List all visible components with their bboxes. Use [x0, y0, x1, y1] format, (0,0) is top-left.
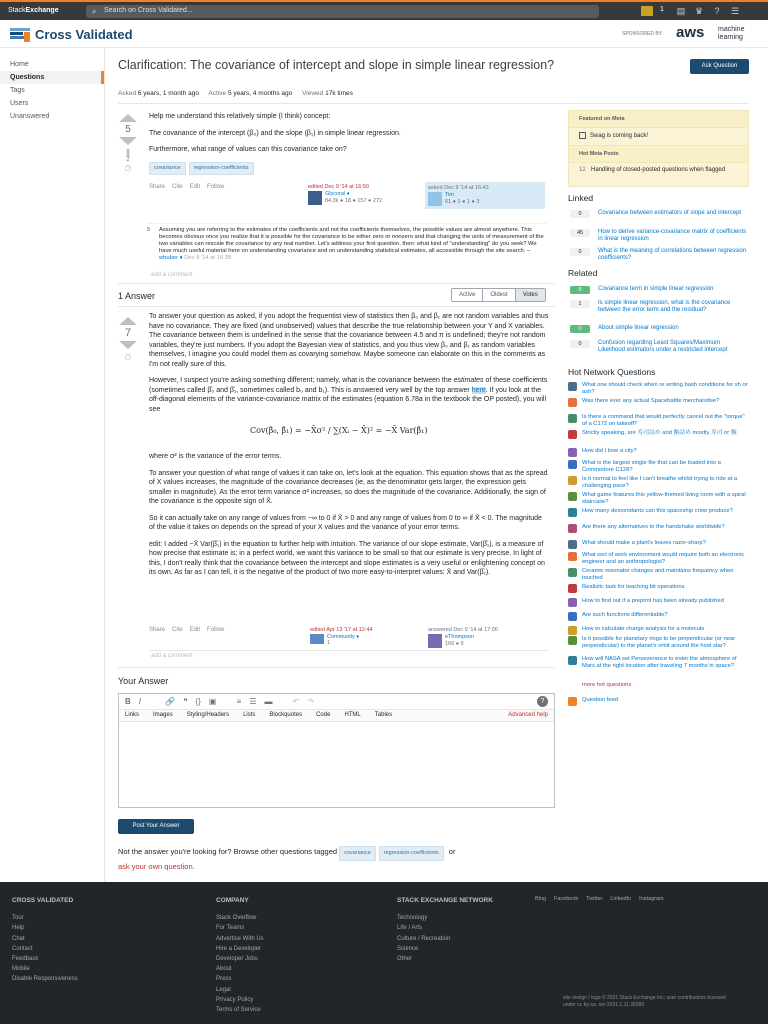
answer-textarea[interactable]	[119, 722, 554, 806]
meta-item-text: Swag is coming back!	[590, 133, 649, 140]
ask-question-button[interactable]: Ask Question	[690, 59, 749, 74]
hnq-link[interactable]: How to calculate charge analysis for a molecule	[582, 626, 705, 632]
viewed-label: Viewed	[302, 90, 324, 97]
comment-text-wrap: Assuming you are referring to the estimates of the coefficients and not the coefficients themselves, the possible values are almost anywhere. This becomes obvious once you realize that it is possible for the covariance to be either zero or nonzero and that changing the units of measurement of the two variables can rescale the covariance by any real number. Let's address your first question, then: what kind of "understanding" do you seek? We have much useful material here on understanding covariance and on understanding statistical estimates, all accessible through the site search. – whuber ♦ Dec 9 '14 at 16:38	[159, 227, 544, 261]
bullet-list-icon[interactable]: ☰	[249, 697, 257, 706]
site-switcher-icon[interactable]: ☰	[730, 6, 740, 16]
footer-link[interactable]: Advertise With Us	[216, 935, 264, 942]
tag-covariance[interactable]: covariance	[339, 846, 376, 861]
downvote-icon[interactable]	[119, 341, 137, 349]
nav-users[interactable]: Users	[10, 100, 29, 107]
or-text: or	[448, 847, 456, 856]
site-icon	[568, 398, 577, 407]
featured-meta-heading: Featured on Meta	[569, 111, 748, 128]
aws-sub-line1: machine	[718, 26, 745, 33]
footer-link[interactable]: Disable Responsiveness	[12, 976, 78, 983]
nav-unanswered[interactable]: Unanswered	[10, 113, 50, 120]
answer-editor-name[interactable]: Community ♦	[327, 634, 360, 640]
site-icon	[568, 476, 577, 485]
linkedin-link[interactable]: LinkedIn	[610, 896, 632, 902]
aws-sub-line2: learning	[718, 34, 743, 41]
footer-link[interactable]: For Teams	[216, 925, 245, 932]
twitter-link[interactable]: Twitter	[586, 896, 603, 902]
question-editor-sig	[308, 184, 420, 205]
answer-editor-sig	[310, 627, 420, 647]
answer-vote-count: 7	[124, 327, 132, 339]
link-icon[interactable]: 🔗	[165, 697, 176, 706]
related-link[interactable]: Is simple linear regression, what is the covariance between the error term and the residual?	[598, 300, 731, 313]
hnq-link[interactable]: Is it possible for planetary rings to be perpendicular (or near perpendicular) to the planet's orbit around the host star?	[582, 636, 736, 649]
linked-link[interactable]: Covariance between estimators of slope and intercept	[598, 210, 742, 216]
blog-link[interactable]: Blog	[535, 896, 547, 902]
edit-link[interactable]: Edit	[189, 627, 201, 633]
question-p2: The covariance of the intercept (β₀) and the slope (β₁) in simple linear regression.	[149, 129, 401, 137]
answer-p2	[149, 376, 549, 414]
answer-author-rep: 166 ● 9	[445, 641, 464, 647]
question-feed-link[interactable]: Question feed	[582, 697, 619, 703]
answer-p2-c: . If you look at the off-diagonal elements of the variance-covariance matrix of the estimates (equation 6.78a in the textbook the OP posted), you will see	[149, 386, 547, 413]
format-help-bar	[119, 710, 554, 722]
linked-count[interactable]: 45	[570, 229, 590, 237]
divider	[149, 650, 549, 651]
editor-action[interactable]: edited Dec 9 '14 at 16:50	[308, 184, 369, 190]
hnq-link[interactable]: Is it normal to feel like I can't breathe whilst trying to ride at a challenging pace?	[582, 476, 738, 489]
answer-author-action: answered Dec 9 '14 at 17:00	[428, 627, 498, 633]
downvote-icon[interactable]	[119, 137, 137, 145]
add-comment-link[interactable]: add a comment	[151, 653, 193, 659]
footer-link[interactable]: Technology	[397, 915, 428, 922]
more-hot-questions-link[interactable]: more hot questions	[582, 682, 632, 688]
site-icon	[568, 598, 577, 607]
footer-heading[interactable]: STACK EXCHANGE NETWORK	[397, 897, 493, 904]
viewed-value: 17k times	[325, 90, 353, 97]
footer-link[interactable]: Mobile	[12, 966, 30, 973]
divider	[118, 667, 555, 668]
sort-votes[interactable]: Votes	[516, 289, 545, 301]
hnq-link[interactable]: How to find out if a preprint has been already published	[582, 598, 724, 604]
fmt-html[interactable]: HTML	[344, 712, 361, 718]
linked-count[interactable]: 0	[570, 210, 590, 218]
related-count[interactable]: 0	[570, 340, 590, 348]
copyright-line1: site design / logo © 2021 Stack Exchange Inc; user contributions licensed	[563, 995, 726, 1001]
footer-link[interactable]: Privacy Policy	[216, 996, 254, 1003]
meta-item[interactable]	[569, 128, 748, 143]
site-icon	[568, 492, 577, 501]
related-link[interactable]: Confusion regarding Least Squares/Maximum Likelihood estimators under a restricted intercept	[598, 340, 728, 353]
featured-meta-box	[568, 110, 749, 187]
related-link[interactable]: About simple linear regression	[598, 325, 679, 331]
answer-body	[149, 312, 549, 421]
fmt-blockquotes[interactable]: Blockquotes	[269, 712, 303, 718]
footer-link[interactable]: Science	[397, 945, 419, 952]
linked-link[interactable]: What is the meaning of correlations between regression coefficients?	[598, 248, 747, 261]
quote-icon[interactable]: ❝	[183, 697, 188, 706]
related-link[interactable]: Covariance term in simple linear regression	[598, 286, 714, 292]
upvote-icon[interactable]	[119, 317, 137, 325]
answer-p5: So it can actually take on any range of values from −∞ to 0 if X̄ > 0 and any range of values from 0 to ∞ if X̄ < 0. The magnitude of the value it takes on depends on the spread of your X values and the variance of your error terms.	[149, 514, 542, 531]
cite-link[interactable]: Cite	[172, 184, 183, 190]
hnq-link[interactable]: Was there ever any actual Spacebattle merchandise?	[582, 398, 720, 404]
answer-p3: where σ² is the variance of the error terms.	[149, 453, 282, 460]
fmt-styling[interactable]: Styling/Headers	[186, 712, 230, 718]
hnq-link[interactable]: What game features this yellow-themed living room with a spiral staircase?	[582, 492, 746, 505]
footer-link[interactable]: Contact	[12, 945, 33, 952]
question-owner-sig	[425, 182, 545, 209]
redo-icon[interactable]: ↷	[307, 697, 315, 706]
tag-covariance[interactable]: covariance	[149, 162, 186, 176]
linked-count[interactable]: 0	[570, 248, 590, 256]
site-footer	[0, 882, 768, 1024]
sponsored-label: SPONSORED BY	[622, 31, 663, 37]
hnq-link[interactable]: Ceramic resonator changes and maintains frequency when touched	[582, 568, 734, 581]
fmt-lists[interactable]: Lists	[243, 712, 256, 718]
question-comment	[147, 223, 547, 262]
hnq-heading: Hot Network Questions	[568, 367, 656, 377]
owner-name[interactable]: Tim	[445, 192, 454, 198]
answer-post-menu	[149, 627, 231, 633]
linked-heading: Linked	[568, 193, 594, 203]
image-icon[interactable]: ▣	[208, 697, 217, 706]
search-input[interactable]	[86, 5, 599, 18]
code-icon[interactable]: {}	[195, 697, 201, 706]
footer-link[interactable]: Help	[12, 925, 25, 932]
aws-logo[interactable]: aws	[676, 24, 705, 41]
related-count[interactable]: 0	[570, 325, 590, 333]
trophy-icon[interactable]: ♛	[694, 6, 704, 16]
site-icon	[568, 540, 577, 549]
hnq-link[interactable]: Are such functions differentiable?	[582, 612, 668, 618]
question-p3: Furthermore, what range of values can this covariance take on?	[149, 146, 347, 153]
answers-count: 1 Answer	[118, 291, 156, 301]
reputation-count[interactable]: 1	[660, 6, 664, 13]
hot-meta-title: Handling of closed-posted questions when flagged	[591, 167, 726, 174]
related-heading: Related	[568, 268, 598, 278]
history-icon[interactable]: ◷	[124, 352, 132, 361]
answer-editor	[118, 693, 555, 808]
avatar[interactable]	[308, 191, 322, 205]
question-p1: Help me understand this relatively simple (I think) concept:	[149, 113, 331, 120]
site-icon	[568, 508, 577, 517]
question-title[interactable]: Clarification: The covariance of intercept and slope in simple linear regression?	[118, 58, 555, 72]
footer-col-site	[12, 896, 78, 985]
achievements-icon[interactable]	[641, 6, 653, 16]
avatar[interactable]	[428, 192, 442, 206]
hnq-link[interactable]: Are there any alternatives to the handshake worldwide?	[582, 524, 725, 530]
hot-meta-item[interactable]	[569, 163, 748, 177]
answer-editor-rep: 1	[327, 640, 331, 646]
follow-link[interactable]: Follow	[207, 184, 225, 190]
question-vote-count: 5	[125, 124, 131, 135]
footer-link[interactable]: Developer Jobs	[216, 956, 258, 963]
nav-questions[interactable]: Questions	[0, 71, 104, 84]
nav-divider	[104, 48, 105, 882]
cite-link[interactable]: Cite	[172, 627, 183, 633]
site-icon	[568, 552, 577, 561]
answer-vote-cell	[117, 317, 139, 361]
hnq-link[interactable]: Realistic task for teaching bit operations	[582, 584, 685, 590]
bookmark-count: 2	[126, 157, 130, 163]
fmt-code[interactable]: Code	[316, 712, 331, 718]
your-answer-heading: Your Answer	[118, 676, 169, 686]
editor-rep: 84.3k ● 18 ● 157 ● 272	[325, 198, 383, 204]
answer-author-sig	[428, 627, 548, 648]
footer-link[interactable]: Hire a Developer	[216, 945, 262, 952]
site-icon	[568, 626, 577, 635]
site-icon	[568, 448, 577, 457]
owner-action: asked Dec 9 '14 at 16:43	[428, 185, 489, 191]
answer-p4: To answer your question of what range of values it can take on, let's look at the equation. This equation shows that as the spread of X values increases, the magnitude of the covariance decreases (ie, as the denominator gets larger, the expression gets smaller in magnitude). As the error term variance σ² increases, so does the magnitude of the covariance. Additionally, the sign of the covariance is the opposite sign of X̄.	[149, 469, 548, 505]
owner-rep: 61 ● 1 ● 1 ● 3	[445, 199, 480, 205]
not-answer-text: Not the answer you're looking for? Browse other questions tagged	[118, 847, 338, 856]
numbered-list-icon[interactable]: ≡	[236, 697, 242, 706]
facebook-link[interactable]: Facebook	[554, 896, 579, 902]
brand-bold: Stack	[8, 7, 26, 14]
hnq-link[interactable]: What should make a plant's leaves razor-sharp?	[582, 540, 706, 546]
footer-link[interactable]: Other	[397, 956, 413, 963]
advanced-help-link[interactable]: Advanced help	[508, 712, 548, 718]
divider	[118, 283, 555, 284]
post-answer-button[interactable]: Post Your Answer	[118, 819, 194, 834]
answer-author-name[interactable]: eThompson	[445, 634, 475, 640]
asked-label: Asked	[118, 90, 137, 97]
answer-p1: To answer your question as asked, if you adopt the frequentist view of statistics then β₀ and β₁ are not random variables and thus have no covariance. They are fixed (and unobserved) values that describe the true relationship between your Y and X variables. The covariance between them is undefined in the sense that the covariance between 4.5 and π is undefined; they're not random variables, they're just numbers. If you adopt the Bayesian view of statistics, and you thus view β₀ and β₁ as random variables themselves, I imagine you could model them as covarying somehow. Maybe someone can elaborate on this in the comments as I'm not really sure of this.	[149, 313, 549, 368]
site-icon	[568, 382, 577, 391]
footer-link[interactable]: Terms of Service	[216, 1007, 261, 1014]
hot-meta-count: 12	[579, 167, 586, 174]
edit-link[interactable]: Edit	[189, 184, 201, 190]
share-link[interactable]: Share	[149, 184, 166, 190]
hnq-link[interactable]: How many descendants can this spaceship crew produce?	[582, 508, 733, 514]
comment-text: Assuming you are referring to the estimates of the coefficients and not the coefficients themselves, the possible values are almost anywhere. This becomes obvious once you realize that it is possible for the covariance to be either zero or nonzero and that changing the units of measurement of the two variables can rescale the covariance by any real number. Let's address your first question, then: what kind of "understanding" do you seek? We have much useful material here on understanding covariance and on understanding statistical estimates, all accessible through the site search.	[159, 227, 544, 254]
comment-author[interactable]: whuber ♦	[159, 255, 183, 261]
answer-p2-em: estimates	[453, 377, 484, 384]
footer-link[interactable]: Legal	[216, 986, 231, 993]
hot-meta-heading: Hot Meta Posts	[569, 145, 748, 163]
site-icon	[568, 636, 577, 645]
footer-link[interactable]: Chat	[12, 935, 25, 942]
question-meta	[118, 90, 361, 97]
meta-item-icon	[579, 132, 586, 139]
footer-col-company	[216, 896, 264, 1015]
instagram-link[interactable]: Instagram	[639, 896, 664, 902]
search-icon: ⌕	[92, 7, 97, 16]
asked-value: 6 years, 1 month ago	[137, 90, 199, 97]
header-divider	[118, 103, 749, 104]
nav-tags[interactable]: Tags	[10, 87, 25, 94]
question-body	[149, 112, 549, 175]
share-link[interactable]: Share	[149, 627, 166, 633]
footer-col-network	[397, 896, 497, 964]
copyright-line2: under cc by-sa. rev 2021.1.11.38289	[563, 1002, 645, 1008]
cross-validated-logo-icon[interactable]	[10, 28, 30, 42]
site-icon	[568, 612, 577, 621]
sort-oldest[interactable]: Oldest	[483, 289, 515, 301]
brand-rest: Exchange	[25, 7, 59, 14]
related-count[interactable]: 6	[570, 286, 590, 294]
footer-link[interactable]: Feedback	[12, 956, 39, 963]
comment-score: 5	[147, 227, 151, 233]
not-the-answer	[118, 846, 558, 872]
ask-own-question-link[interactable]: ask your own question.	[118, 862, 195, 871]
top-bar	[0, 0, 768, 20]
search-placeholder: Search on Cross Validated...	[104, 7, 193, 14]
answer-body-2	[149, 452, 549, 585]
help-icon[interactable]: ?	[537, 696, 548, 707]
footer-link[interactable]: Culture / Recreation	[397, 935, 451, 942]
fmt-links[interactable]: Links	[125, 712, 140, 718]
hnq-link[interactable]: Is there a command that would perfectly cancel out the "torque" of a C172 on takeoff?	[582, 414, 745, 427]
nav-home[interactable]: Home	[10, 61, 29, 68]
rss-icon	[568, 697, 577, 706]
help-icon[interactable]: ?	[714, 6, 720, 16]
site-icon	[568, 460, 577, 469]
follow-link[interactable]: Follow	[207, 627, 225, 633]
footer-copyright	[563, 995, 726, 1009]
tag-regression-coefficients[interactable]: regression-coefficients	[189, 162, 254, 176]
hnq-link[interactable]: How will NASA set Perseverance to enter the atmosphere of Mars at the right location after traveling 7 months in space?	[582, 656, 737, 669]
footer-link[interactable]: About	[216, 966, 232, 973]
footer-link[interactable]: Life / Arts	[397, 925, 423, 932]
sort-active[interactable]: Active	[452, 289, 483, 301]
site-icon	[568, 568, 577, 577]
answer-p2-b: of these coefficients (sometimes called β̂₀ and β̂₁, sometimes called b₀ and b₁). This is answered very well by the top answer	[149, 377, 548, 394]
italic-icon[interactable]: I	[138, 697, 142, 706]
answer-sort-tabs	[451, 288, 546, 302]
answer-editor-action[interactable]: edited Apr 13 '17 at 12:44	[310, 627, 373, 633]
add-comment-link[interactable]: add a comment	[151, 272, 193, 278]
hnq-link[interactable]: Strictly speaking, are 寿司詰め and 鮨詰め mostly 寿司 or 鮨	[582, 430, 737, 436]
site-icon	[568, 430, 577, 439]
answer-p6: edit: I added −X̄ Var(β̂₁) in the equation to further help with intuition. The variance of our slope estimate, Var(β̂₁), is a measure of how precise that estimate is; in a perfect world, we want this variance to be small so that our estimate is very precise. In light of this, I don't really think that the covariance between the intercept and slope estimates is a very useful or enlightening concept on its own. As far as I can tell, it is the negative of the product of two more easy-to-interpret values: X̄ and Var(β̂₁).	[149, 540, 545, 576]
heading-icon[interactable]: ▬	[264, 697, 273, 706]
undo-icon[interactable]: ↶	[292, 697, 300, 706]
active-label: Active	[208, 90, 227, 97]
footer-link[interactable]: Press	[216, 976, 232, 983]
aws-sub	[718, 26, 744, 42]
tag-regression-coefficients[interactable]: regression-coefficients	[379, 846, 444, 861]
site-icon	[568, 524, 577, 533]
editor-name[interactable]: Glycoral ♦	[325, 191, 350, 197]
site-name[interactable]: Cross Validated	[35, 27, 133, 42]
site-header	[0, 20, 768, 48]
footer-link[interactable]: Stack Overflow	[216, 915, 257, 922]
left-nav	[0, 58, 104, 123]
hnq-link[interactable]: What sort of work environment would require both an electronic engineer and an anthropologist?	[582, 552, 745, 565]
hnq-link[interactable]: What one should check when re writing bash conditions for sh or ash?	[582, 382, 748, 395]
editor-toolbar	[119, 694, 554, 710]
footer-heading[interactable]: CROSS VALIDATED	[12, 897, 74, 904]
site-icon	[568, 414, 577, 423]
footer-link[interactable]: Tour	[12, 915, 24, 922]
stackexchange-logo[interactable]	[8, 7, 59, 14]
answer-p2-a: However, I suspect you're asking something different; namely, what is the covariance between the	[149, 377, 452, 384]
related-count[interactable]: 1	[570, 300, 590, 308]
covariance-formula: Cov(β̂₀, β̂₁) = −X̄σ² / ∑(Xᵢ − X̄)² = −X̄ Var(β̂₁)	[250, 426, 428, 435]
fmt-tables[interactable]: Tables	[374, 712, 393, 718]
comment-date: Dec 9 '14 at 16:38	[184, 255, 232, 261]
footer-heading[interactable]: COMPANY	[216, 897, 249, 904]
question-vote-cell	[117, 114, 139, 172]
bookmark-icon[interactable]: ❚	[124, 148, 132, 157]
upvote-icon[interactable]	[119, 114, 137, 122]
site-icon	[568, 656, 577, 665]
inbox-icon[interactable]: ▤	[676, 6, 686, 16]
site-icon	[568, 584, 577, 593]
history-icon[interactable]: ◷	[124, 163, 132, 172]
question-post-menu	[149, 184, 231, 190]
fmt-images[interactable]: Images	[153, 712, 173, 718]
top-answer-link[interactable]: here	[471, 386, 486, 394]
footer-social	[535, 896, 672, 902]
bold-icon[interactable]: B	[125, 697, 131, 706]
question-tags	[149, 162, 549, 176]
linked-link[interactable]: How to derive variance-covariance matrix of coefficients in linear regression	[598, 229, 747, 242]
avatar[interactable]	[310, 634, 324, 644]
avatar[interactable]	[428, 634, 442, 648]
active-value[interactable]: 5 years, 4 months ago	[227, 90, 293, 97]
hnq-link[interactable]: What is the largest single file that can be loaded into a Commodore C128?	[582, 460, 721, 473]
divider	[118, 306, 555, 307]
hnq-link[interactable]: How did I lose a city?	[582, 448, 637, 454]
